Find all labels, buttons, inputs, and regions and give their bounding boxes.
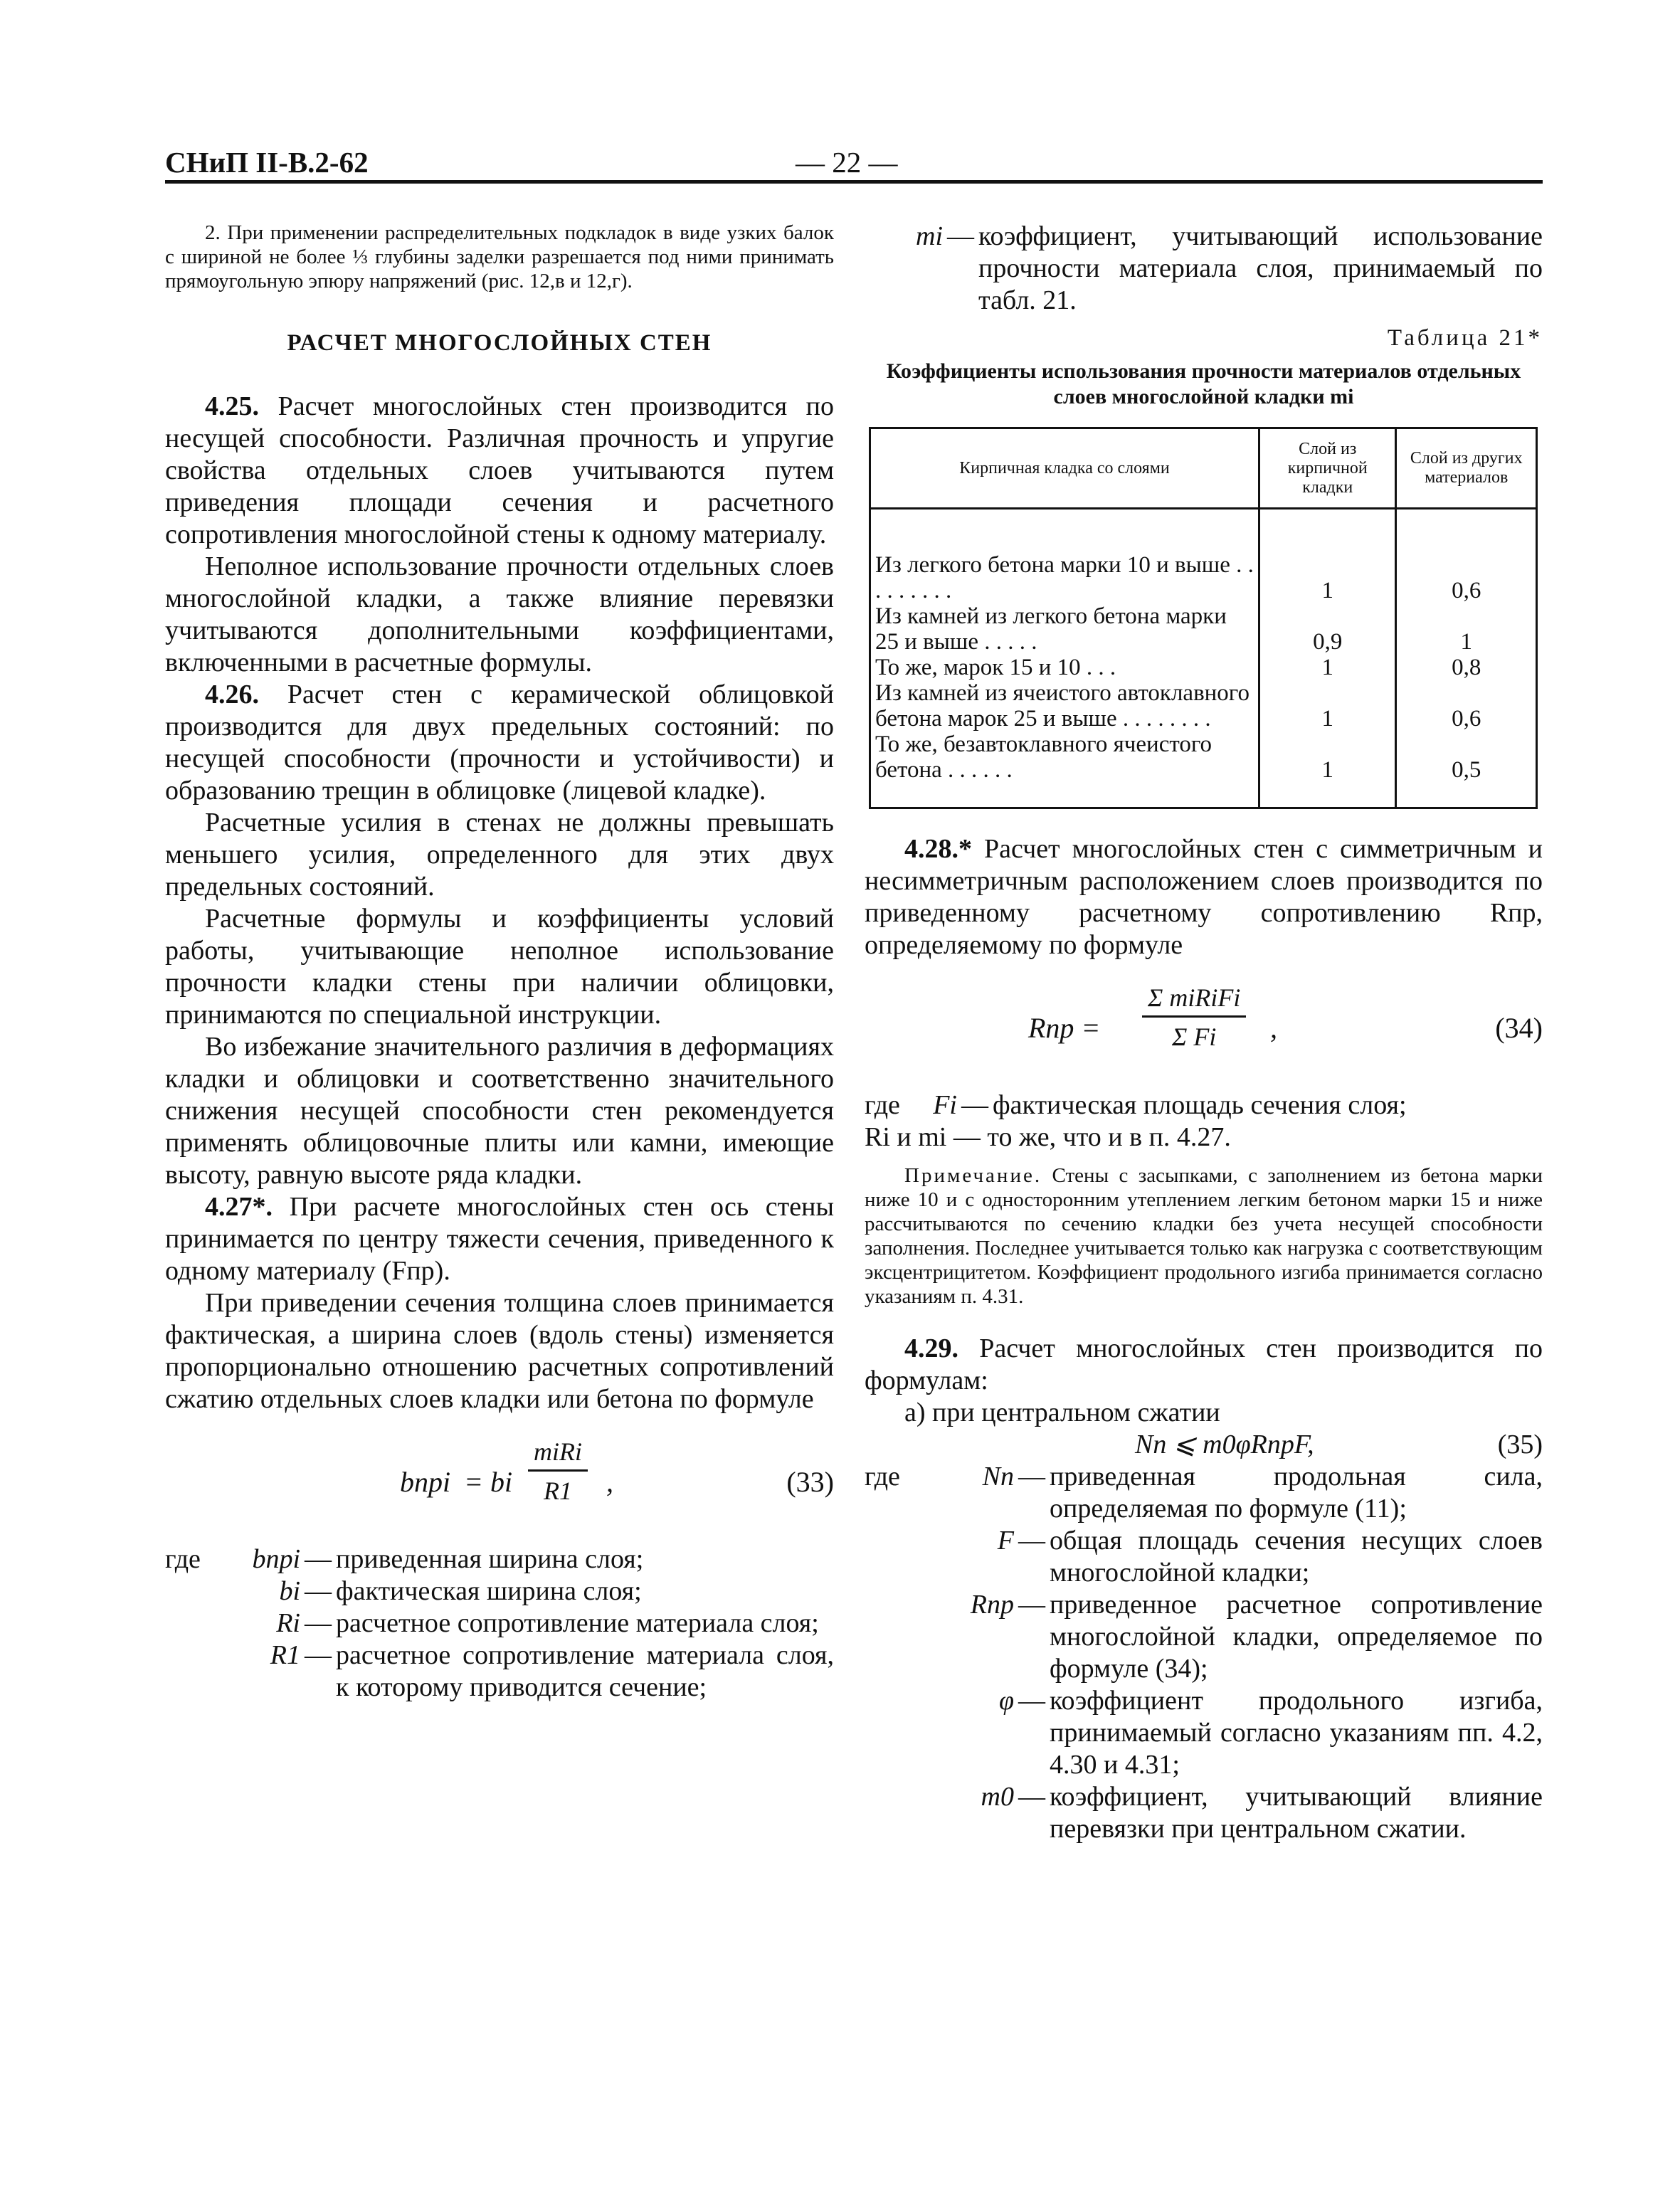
clause-number: 4.27*. [205, 1192, 273, 1222]
formula-35-definitions [865, 1461, 1543, 1845]
definition-symbol: φ [998, 1686, 1014, 1716]
definition-text: коэффициент продольного изгиба, принимаемый согласно указаниям пп. 4.2, 4.30 и 4.31; [1050, 1686, 1543, 1780]
formula-35 [865, 1429, 1543, 1461]
formula-fraction [1142, 983, 1246, 1052]
formula-number: (35) [1497, 1430, 1543, 1459]
definition-text: расчетное сопротивление материала слоя; [336, 1608, 819, 1638]
formula-number: (33) [786, 1466, 834, 1498]
clause-number: 4.25. [205, 391, 259, 421]
fraction-numerator: Σ miRiFi [1142, 983, 1246, 1018]
definition-lead [165, 1575, 215, 1607]
definition-lead [865, 1525, 914, 1589]
formula-mult: = bi [464, 1466, 513, 1498]
table-cell: 0,9 [1259, 603, 1396, 655]
table-header-cell: Слой из кирпичной кладки [1259, 428, 1396, 509]
table-cell: 1 [1259, 655, 1396, 680]
header-rule [165, 180, 1543, 184]
definition-row [165, 1607, 834, 1640]
definition-symbol: mi [916, 221, 943, 251]
table-cell: 1 [1259, 732, 1396, 808]
paragraph-4-25-b: Неполное использование прочности отдельных слоев многослойной кладки, а также влияние перевязки учитываются дополнительными коэффициентами, включенными в расчетные формулы. [165, 551, 834, 677]
paragraph-text: Расчет многослойных стен с симметричным и несимметричным расположением слоев производится по приведенному расчетному сопротивлению Rпр, определяемому по формуле [865, 834, 1543, 960]
table-cell: 0,6 [1396, 680, 1537, 732]
page-number: — 22 — [796, 146, 898, 179]
definition-dash: — [1018, 1686, 1045, 1716]
formula-number: (34) [1495, 1012, 1543, 1044]
definition-row [865, 1525, 1543, 1589]
table-header-cell: Кирпичная кладка со слоями [870, 428, 1259, 509]
clause-number: 4.28.* [904, 834, 972, 864]
definition-dash: — [1018, 1782, 1045, 1812]
paragraph-text: При расчете многослойных стен ось стены принимается по центру тяжести сечения, приведенного к одному материалу (Fпр). [165, 1192, 834, 1286]
definition-lead [865, 1781, 914, 1845]
table-cell: То же, марок 15 и 10 . . . [870, 655, 1259, 680]
table-row [870, 603, 1537, 655]
definition-text: коэффициент, учитывающий использование прочности материала слоя, принимаемый по табл. 21. [978, 221, 1543, 315]
definition-symbol: F [997, 1526, 1014, 1556]
definition-dash: — [305, 1640, 332, 1670]
formula-expression: Nп ⩽ m0φRпрF, [1135, 1430, 1314, 1459]
note-text: Стены с засыпками, с заполнением из бетона марки ниже 10 и с односторонним утеплением легким бетоном марки 15 и ниже рассчитываются по сечению кладки без учета несущей способности заполнения. Последнее учитывается только как нагрузка с соответствующим эксцентрицитетом. Коэффициент продольного изгиба принимается согласно указаниям п. 4.31. [865, 1164, 1543, 1308]
definition-dash: — [1018, 1590, 1045, 1620]
paragraph-text: Расчет многослойных стен производится по несущей способности. Различная прочность и упругие свойства отдельных слоев учитываются путем приведения площади сечения и расчетного сопротивления многослойной стены к одному материалу. [165, 391, 834, 549]
definition-row [865, 1781, 1543, 1845]
table-title: Таблица 21* [1387, 325, 1543, 351]
definition-row [165, 1543, 834, 1575]
table-cell: Из камней из легкого бетона марки 25 и выше . . . . . [870, 603, 1259, 655]
paragraph-4-26 [165, 679, 834, 807]
definition-lead: где [165, 1544, 201, 1574]
table-cell: 0,5 [1396, 732, 1537, 808]
formula-lhs: bпрi [400, 1466, 451, 1498]
table-row [870, 680, 1537, 732]
table-header-row [870, 428, 1537, 509]
paragraph-text: Расчет стен с керамической облицовкой производится для двух предельных состояний: по несущей способности (прочности и устойчивости) и образованию трещин в облицовке (лицевой кладке). [165, 680, 834, 806]
definition-lead: где [865, 1090, 900, 1120]
definition-symbol: m0 [981, 1782, 1014, 1812]
definition-text: приведенное расчетное сопротивление многослойной кладки, определяемое по формуле (34); [1050, 1590, 1543, 1684]
section-heading: РАСЧЕТ МНОГОСЛОЙНЫХ СТЕН [287, 330, 712, 356]
right-column [865, 221, 1543, 1845]
definition-dash: — [947, 221, 974, 251]
note [865, 1163, 1543, 1309]
table-row [870, 732, 1537, 808]
definition-symbol: Rпр [970, 1590, 1014, 1620]
definition-dash: — [305, 1576, 332, 1606]
paragraph-4-28 [865, 833, 1543, 961]
table-cell: 0,8 [1396, 655, 1537, 680]
definition-lead [865, 1685, 914, 1781]
spacer [865, 1309, 1543, 1333]
definition-text: приведенная ширина слоя; [336, 1544, 644, 1574]
clause-number: 4.29. [904, 1334, 958, 1363]
definition-symbol: R1 [270, 1640, 300, 1670]
paragraph-text: Расчет многослойных стен производится по формулам: [865, 1334, 1543, 1395]
formula-lhs: Rпр = [1028, 1012, 1101, 1044]
fraction-numerator: miRi [528, 1437, 588, 1472]
spacer [865, 809, 1543, 833]
table-row [870, 655, 1537, 680]
definition-dash: — [1018, 1526, 1045, 1556]
definition-text: фактическая ширина слоя; [336, 1576, 642, 1606]
definition-dash: — [961, 1090, 988, 1120]
formula-33 [165, 1437, 834, 1522]
definition-text: приведенная продольная сила, определяемая по формуле (11); [1050, 1462, 1543, 1524]
formula-fraction [528, 1437, 588, 1506]
definition-row [865, 1685, 1543, 1781]
fraction-denominator: R1 [544, 1477, 572, 1505]
definition-dash: — [1018, 1462, 1045, 1491]
paragraph-4-27 [165, 1191, 834, 1287]
table-cell: Из камней из ячеистого автоклавного бетона марок 25 и выше . . . . . . . . [870, 680, 1259, 732]
definition-text: фактическая площадь сечения слоя; [993, 1090, 1407, 1120]
formula-comma: , [606, 1466, 613, 1498]
clause-number: 4.26. [205, 680, 259, 709]
fraction-denominator: Σ Fi [1172, 1023, 1217, 1051]
paragraph-4-29 [865, 1333, 1543, 1397]
definition-symbol: Nп [982, 1462, 1014, 1491]
table-cell: Из легкого бетона марки 10 и выше . . . . . . . . . [870, 509, 1259, 604]
paragraph-4-26-d: Во избежание значительного различия в деформациях кладки и облицовки и соответственно значительного снижения несущей способности стен рекомендуется применять облицовочные плиты или камни, имеющие высоту, равную высоте ряда кладки. [165, 1032, 834, 1190]
table-cell: 0,6 [1396, 509, 1537, 604]
definition-symbol: Ri [276, 1608, 300, 1638]
document-code: СНиП II-В.2-62 [165, 146, 369, 179]
definition-row [865, 1461, 1543, 1525]
definition-row [865, 221, 1543, 317]
paragraph-4-26-b: Расчетные усилия в стенах не должны превышать меньшего усилия, определенного для этих двух предельных состояний. [165, 808, 834, 902]
formula-34-definitions [865, 1089, 1543, 1153]
paragraph-4-25 [165, 391, 834, 551]
table-cell: 1 [1396, 603, 1537, 655]
definition-symbol: bпрi [252, 1544, 300, 1574]
formula-33-definitions [165, 1543, 834, 1704]
table-cell: 1 [1259, 509, 1396, 604]
definition-symbol: bi [279, 1576, 300, 1606]
definition-text: коэффициент, учитывающий влияние перевязки при центральном сжатии. [1050, 1782, 1543, 1844]
definition-lead [165, 1640, 215, 1704]
definition-lead [165, 1607, 215, 1640]
definition-tail: Ri и mi — то же, что и в п. 4.27. [865, 1122, 1231, 1152]
table-header-cell: Слой из других материалов [1396, 428, 1537, 509]
paragraph-4-27-b: При приведении сечения толщина слоев принимается фактическая, а ширина слоев (вдоль стены) изменяется пропорционально отношению расчетных сопротивлений сжатию отдельных слоев кладки или бетона по формуле [165, 1288, 834, 1414]
note-2: 2. При применении распределительных подкладок в виде узких балок с шириной не более ⅓ глубины заделки разрешается под ними принимать прямоугольную эпюру напряжений (рис. 12,в и 12,г). [165, 221, 834, 292]
definition-row [865, 1089, 1543, 1121]
formula-comma: , [1270, 1012, 1277, 1044]
definition-text: общая площадь сечения несущих слоев многослойной кладки; [1050, 1526, 1543, 1588]
definition-dash: — [305, 1544, 332, 1574]
formula-34 [865, 983, 1543, 1068]
left-column [165, 221, 834, 1704]
table-cell: То же, безавтоклавного ячеистого бетона . . . . . . [870, 732, 1259, 808]
definition-row [165, 1575, 834, 1607]
table-21 [869, 427, 1538, 809]
paragraph-4-29-a: а) при центральном сжатии [904, 1398, 1220, 1427]
page-header [165, 145, 1543, 181]
table-caption: Коэффициенты использования прочности материалов отдельных слоев многослойной кладки mi [886, 359, 1521, 408]
paragraph-4-26-c: Расчетные формулы и коэффициенты условий работы, учитывающие неполное использование прочности кладки стены при наличии облицовки, принимаются по специальной инструкции. [165, 904, 834, 1030]
definition-lead: где [865, 1462, 900, 1491]
mi-definition [865, 221, 1543, 317]
definition-row [165, 1640, 834, 1704]
definition-symbol: Fi [933, 1090, 957, 1120]
definition-row [865, 1589, 1543, 1685]
definition-text: расчетное сопротивление материала слоя, к которому приводится сечение; [336, 1640, 834, 1702]
table-row [870, 509, 1537, 604]
definition-lead [865, 1589, 914, 1685]
definition-dash: — [305, 1608, 332, 1638]
table-cell: 1 [1259, 680, 1396, 732]
note-label: Примечание. [904, 1164, 1042, 1187]
